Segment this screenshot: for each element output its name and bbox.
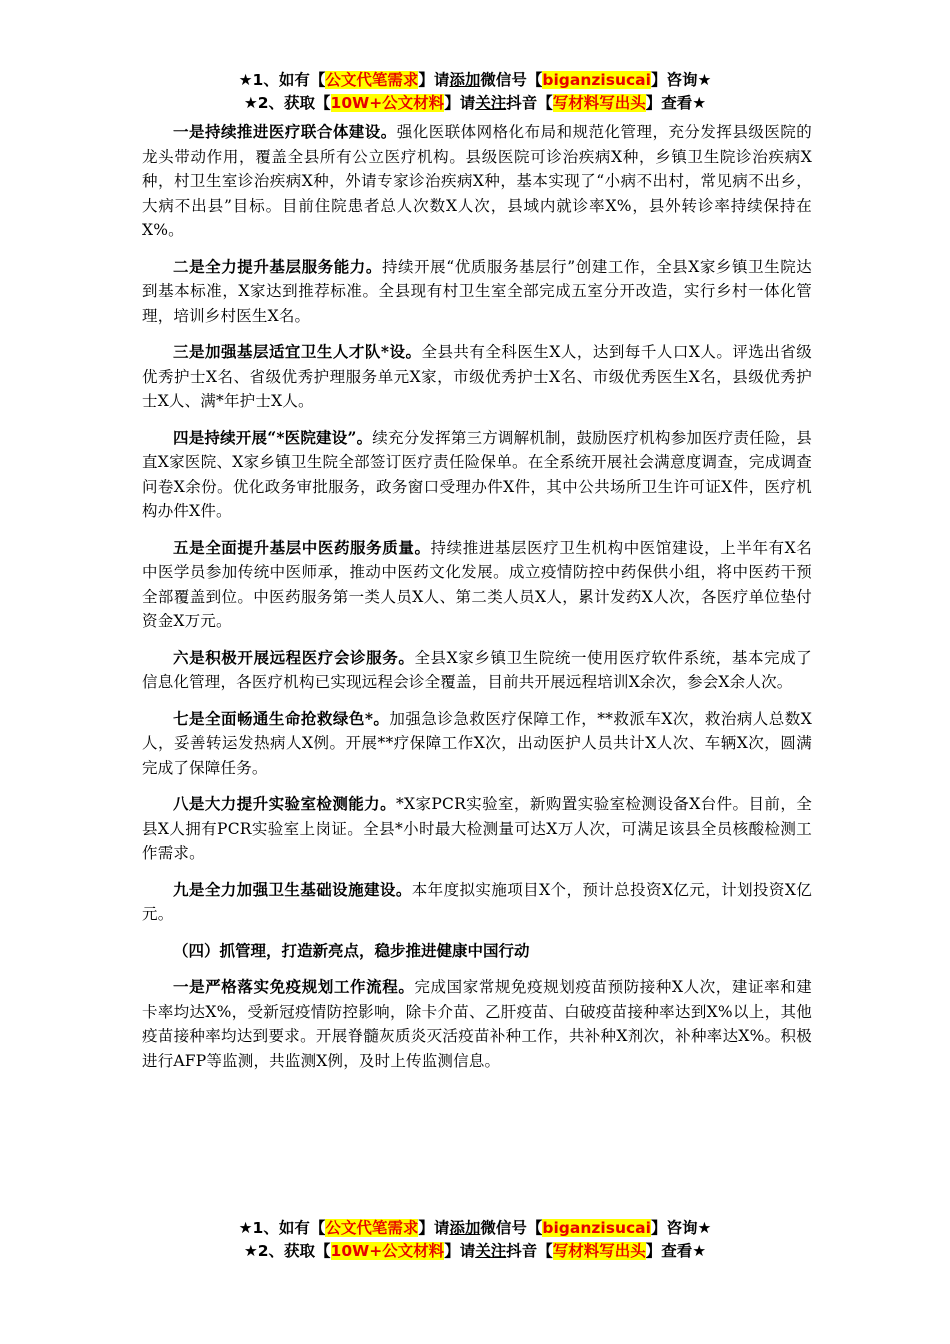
paragraph-lead: 五是全面提升基层中医药服务质量。	[173, 537, 431, 557]
paragraph	[142, 340, 812, 414]
paragraph-lead: 六是积极开展远程医疗会诊服务。	[173, 647, 415, 667]
section-heading: （四）抓管理，打造新亮点，稳步推进健康中国行动	[173, 940, 530, 960]
underlined-word: 添加	[449, 71, 481, 89]
paragraph	[142, 792, 812, 866]
underlined-word: 关注	[475, 94, 507, 112]
paragraph	[142, 536, 812, 634]
paragraph-text: 持续推进基层医疗卫生机构中医馆建设，上半年有X名中医学员参加传统中医师承，推动中医药文化发展。成立疫情防控中药保供小组，将中医药干预全部覆盖到位。中医药服务第一类人员X人、第二类人员X人，累计发药X人次，各医疗单位垫付资金X万元。	[142, 538, 812, 630]
highlight-service: 公文代笔需求	[325, 71, 419, 89]
paragraph	[142, 120, 812, 243]
paragraph	[142, 878, 812, 927]
paragraph	[142, 975, 812, 1073]
banner-text: ★1、如有【	[238, 71, 326, 89]
banner-text: 抖音【	[506, 94, 553, 112]
paragraph	[142, 707, 812, 781]
banner-text: 】请	[444, 94, 476, 112]
header-banner	[0, 69, 950, 115]
paragraph-text: 持续开展“优质服务基层行”创建工作，全县X家乡镇卫生院达到基本标准，X家达到推荐标准。全县现有村卫生室全部完成五室分开改造，实行乡村一体化管理，培训乡村医生X名。	[142, 257, 812, 325]
highlight-wechat-id: biganzisucai	[542, 71, 651, 89]
paragraph-lead: 七是全面畅通生命抢救绿色*。	[173, 708, 390, 728]
banner-text: 】咨询★	[650, 71, 712, 89]
banner-text: 抖音【	[506, 1242, 553, 1260]
underlined-word: 关注	[475, 1242, 507, 1260]
paragraph-lead: 八是大力提升实验室检测能力。	[173, 794, 397, 813]
underlined-word: 添加	[449, 1219, 481, 1237]
highlight-materials: 10W+公文材料	[330, 1242, 445, 1260]
paragraph-text: 本年度拟实施项目X个，预计总投资X亿元，计划投资X亿元。	[142, 880, 812, 923]
banner-text: 微信号【	[480, 71, 543, 89]
paragraph-text: *X家PCR实验室，新购置实验室检测设备X台件。目前，全县X人拥有PCR实验室上岗证。全县*小时最大检测量可达X万人次，可满足该县全员核酸检测工作需求。	[142, 795, 812, 862]
paragraph	[142, 255, 812, 329]
banner-text: 】请	[418, 1219, 450, 1237]
banner-text: 微信号【	[480, 1219, 543, 1237]
banner-text: ★2、获取【	[243, 94, 331, 112]
paragraph-lead: 九是全力加强卫生基础设施建设。	[173, 879, 412, 899]
paragraph-text: 全县共有全科医生X人，达到每千人口X人。评选出省级优秀护士X名、省级优秀护理服务单元X家，市级优秀护士X名、市级优秀医生X名，县级优秀护士X人、满*年护士X人。	[142, 343, 812, 410]
banner-text: ★1、如有【	[238, 1219, 326, 1237]
banner-text: 】咨询★	[650, 1219, 712, 1237]
banner-text: 】请	[418, 71, 450, 89]
paragraph-lead: 三是加强基层适宜卫生人才队*设。	[173, 342, 422, 361]
banner-text: 】查看★	[645, 1242, 707, 1260]
banner-line-1	[0, 69, 950, 92]
paragraph-lead: 一是持续推进医疗联合体建设。	[173, 122, 397, 141]
paragraph-text: 完成国家常规免疫规划疫苗预防接种X人次，建证率和建卡率均达X%，受新冠疫情防控影响，除卡介苗、乙肝疫苗、白破疫苗接种率达到X%以上，其他疫苗接种率均达到要求。开展脊髓灰质炎灭活疫苗补种工作，共补种X剂次，补种率达X%。积极进行AFP等监测，共监测X例，及时上传监测信息。	[142, 978, 812, 1070]
document-body	[142, 120, 812, 1085]
paragraph-text: 全县X家乡镇卫生院统一使用医疗软件系统，基本完成了信息化管理，各医疗机构已实现远程会诊全覆盖，目前共开展远程培训X余次，参会X余人次。	[142, 648, 812, 691]
highlight-douyin: 写材料写出头	[552, 1242, 646, 1260]
banner-text: ★2、获取【	[243, 1242, 331, 1260]
paragraph	[142, 426, 812, 524]
highlight-materials: 10W+公文材料	[330, 94, 445, 112]
paragraph-text: 加强急诊急救医疗保障工作，**救派车X次，救治病人总数X人，妥善转运发热病人X例。开展**疗保障工作X次，出动医护人员共计X人次、车辆X次，圆满完成了保障任务。	[142, 709, 812, 777]
highlight-wechat-id: biganzisucai	[542, 1219, 651, 1237]
banner-text: 】查看★	[645, 94, 707, 112]
paragraph	[142, 646, 812, 695]
highlight-service: 公文代笔需求	[325, 1219, 419, 1237]
paragraph-lead: 四是持续开展“*医院建设”。	[173, 427, 373, 447]
paragraph-text: 续充分发挥第三方调解机制，鼓励医疗机构参加医疗责任险，县直X家医院、X家乡镇卫生院全部签订医疗责任险保单。在全系统开展社会满意度调查，完成调查问卷X余份。优化政务审批服务，政务窗口受理办件X件，其中公共场所卫生许可证X件，医疗机构办件X件。	[142, 428, 812, 520]
banner-line-2	[0, 92, 950, 115]
paragraph-lead: 一是严格落实免疫规划工作流程。	[173, 977, 415, 996]
highlight-douyin: 写材料写出头	[552, 94, 646, 112]
footer-banner	[0, 1217, 950, 1263]
paragraph-text: 强化医联体网格化布局和规范化管理，充分发挥县级医院的龙头带动作用，覆盖全县所有公立医疗机构。县级医院可诊治疾病X种，乡镇卫生院诊治疾病X种，村卫生室诊治疾病X种，外请专家诊治疾病X种，基本实现了“小病不出村，常见病不出乡，大病不出县”目标。目前住院患者总人次数X人次，县域内就诊率X%，县外转诊率持续保持在X%。	[142, 123, 812, 239]
banner-text: 】请	[444, 1242, 476, 1260]
banner-line-1	[0, 1217, 950, 1240]
banner-line-2	[0, 1240, 950, 1263]
paragraph-lead: 二是全力提升基层服务能力。	[173, 256, 382, 276]
